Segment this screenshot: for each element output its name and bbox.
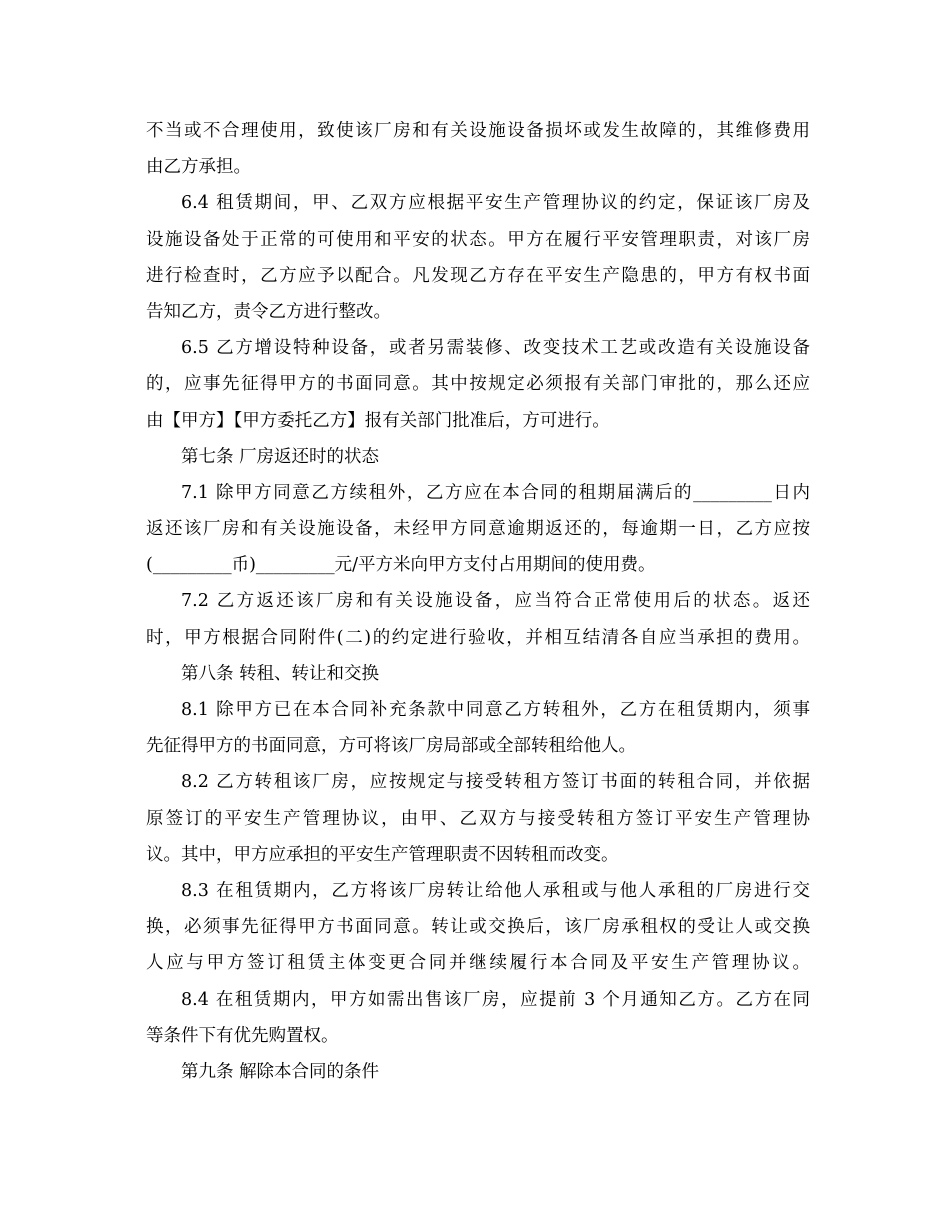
text-line: 先征得甲方的书面同意，方可将该厂房局部或全部转租给他人。 [146, 736, 636, 757]
text-line: 由【甲方】【甲方委托乙方】报有关部门批准后，方可进行。 [146, 410, 610, 431]
text-line: 告知乙方，责令乙方进行整改。 [146, 301, 391, 322]
text-line: 人应与甲方签订租赁主体变更合同并继续履行本合同及平安生产管理协议。 [146, 953, 810, 974]
text-line: 时，甲方根据合同附件(二)的约定进行验收，并相互结清各自应当承担的费用。 [146, 627, 810, 648]
text-line: 的，应事先征得甲方的书面同意。其中按规定必须报有关部门审批的，那么还应 [146, 374, 810, 395]
text-line: 8.1 除甲方已在本合同补充条款中同意乙方转租外，乙方在租赁期内，须事 [181, 700, 810, 720]
text-line: 6.5 乙方增设特种设备，或者另需装修、改变技术工艺或改造有关设施设备 [181, 338, 810, 359]
text-line: 原签订的平安生产管理协议，由甲、乙双方与接受转租方签订平安生产管理协 [146, 808, 810, 829]
text-line: 由乙方承担。 [146, 157, 251, 178]
text-line: 返还该厂房和有关设施设备，未经甲方同意逾期返还的，每逾期一日，乙方应按 [146, 519, 810, 540]
text-line: 第七条 厂房返还时的状态 [181, 446, 380, 467]
text-line: 进行检查时，乙方应予以配合。凡发现乙方存在平安生产隐患的，甲方有权书面 [146, 265, 810, 286]
text-line: 6.4 租赁期间，甲、乙双方应根据平安生产管理协议的约定，保证该厂房及 [181, 193, 810, 214]
text-line: 设施设备处于正常的可使用和平安的状态。甲方在履行平安管理职责，对该厂房 [146, 229, 810, 250]
text-line: 8.4 在租赁期内，甲方如需出售该厂房，应提前 3 个月通知乙方。乙方在同 [181, 989, 810, 1010]
text-line: 等条件下有优先购置权。 [146, 1025, 339, 1046]
text-line: 7.1 除甲方同意乙方续租外，乙方应在本合同的租期届满后的_________日内 [181, 482, 810, 503]
document-body [146, 113, 810, 1090]
text-line: (_________币)_________元/平方米向甲方支付占用期间的使用费。 [146, 555, 656, 576]
text-line: 议。其中，甲方应承担的平安生产管理职责不因转租而改变。 [146, 844, 619, 865]
text-line: 第八条 转租、转让和交换 [181, 663, 380, 684]
text-line: 不当或不合理使用，致使该厂房和有关设施设备损坏或发生故障的，其维修费用 [146, 121, 810, 141]
text-line: 第九条 解除本合同的条件 [181, 1061, 380, 1082]
text-line: 8.3 在租赁期内，乙方将该厂房转让给他人承租或与他人承租的厂房进行交 [181, 880, 810, 901]
text-line: 7.2 乙方返还该厂房和有关设施设备，应当符合正常使用后的状态。返还 [181, 591, 810, 612]
text-line: 换，必须事先征得甲方书面同意。转让或交换后，该厂房承租权的受让人或交换 [146, 917, 810, 938]
text-line: 8.2 乙方转租该厂房，应按规定与接受转租方签订书面的转租合同，并依据 [181, 772, 810, 793]
